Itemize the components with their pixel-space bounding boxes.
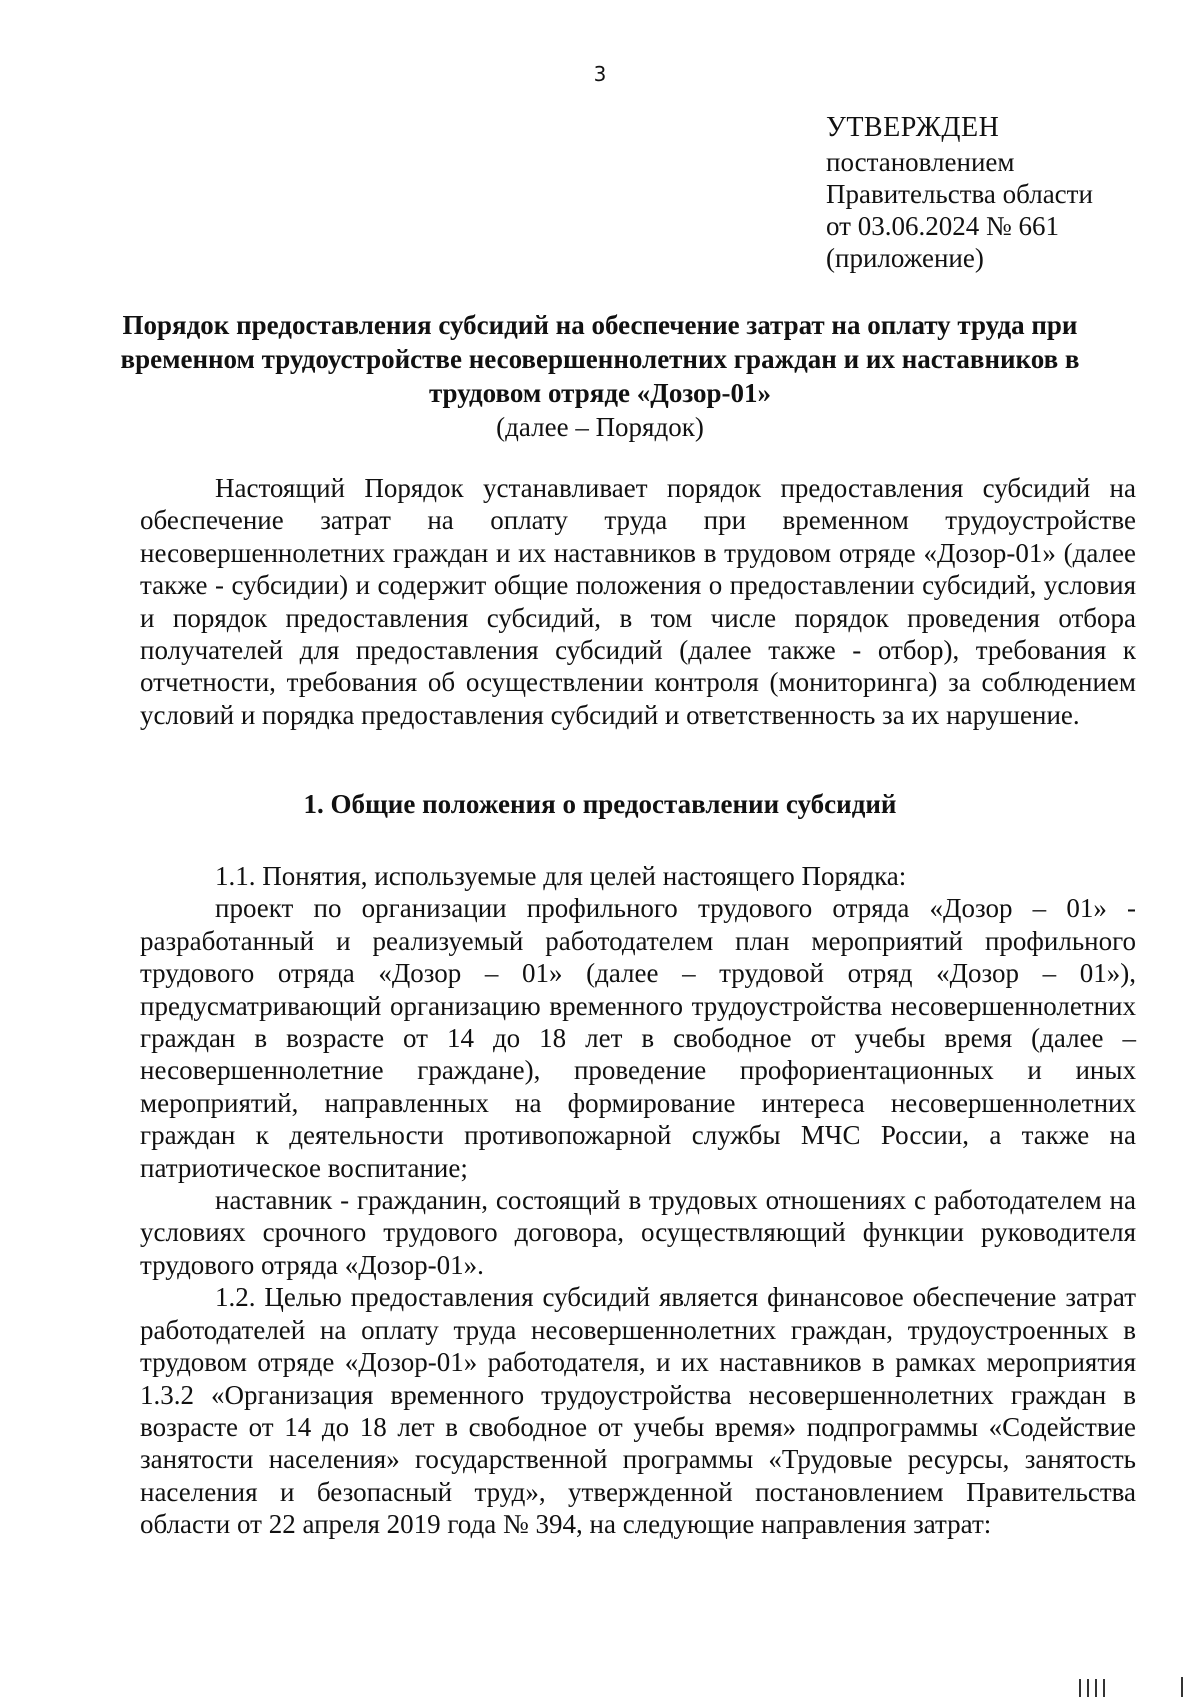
approval-line: (приложение)	[826, 243, 984, 273]
approval-block	[826, 112, 1196, 274]
approval-stamp: УТВЕРЖДЕН	[826, 112, 1000, 143]
approval-line: от 03.06.2024 № 661	[826, 211, 1059, 241]
paragraph: 1.1. Понятия, используемые для целей настоящего Порядка:	[215, 861, 907, 891]
section-body	[140, 860, 1136, 1541]
approval-line: постановлением	[826, 147, 1015, 177]
approval-line: Правительства области	[826, 179, 1093, 209]
page-number: 3	[593, 62, 607, 86]
paragraph: проект по организации профильного трудового отряда «Дозор – 01» - разработанный и реализуемый работодателем план мероприятий профильного трудового отряда «Дозор – 01» (далее – трудовой отряд «Дозор – 01»), предусматривающий организацию временного трудоустройства несовершеннолетних граждан в возрасте от 14 до 18 лет в свободное от учебы время (далее – несовершеннолетние граждане), проведение профориентационных и иных мероприятий, направленных на формирование интереса несовершеннолетних граждан к деятельности противопожарной службы МЧС России, а также на патриотическое воспитание;	[140, 893, 1136, 1183]
intro-paragraph-block	[140, 472, 1136, 731]
document-title-block	[120, 308, 1080, 444]
section-heading: 1. Общие положения о предоставлении субсидий	[303, 789, 897, 819]
document-subtitle: (далее – Порядок)	[496, 412, 704, 442]
paragraph: 1.2. Целью предоставления субсидий является финансовое обеспечение затрат работодателей на оплату труда несовершеннолетних граждан, трудоустроенных в трудовом отряде «Дозор-01» работодателя, и их наставников в рамках мероприятия 1.3.2 «Организация временного трудоустройства несовершеннолетних граждан в возрасте от 14 до 18 лет в свободное от учебы время» подпрограммы «Содействие занятости населения» государственной программы «Трудовые ресурсы, занятость населения и безопасный труд», утвержденной постановлением Правительства области от 22 апреля 2019 года № 394, на следующие направления затрат:	[140, 1282, 1136, 1540]
scan-marks	[1078, 1675, 1188, 1697]
document-title: Порядок предоставления субсидий на обеспечение затрат на оплату труда при временном трудоустройстве несовершеннолетних граждан и их наставников в трудовом отряде «Дозор-01»	[120, 310, 1080, 408]
paragraph: наставник - гражданин, состоящий в трудовых отношениях с работодателем на условиях срочного трудового договора, осуществляющий функции руководителя трудового отряда «Дозор-01».	[140, 1185, 1136, 1280]
intro-paragraph: Настоящий Порядок устанавливает порядок предоставления субсидий на обеспечение затрат на оплату труда при временном трудоустройстве несовершеннолетних граждан и их наставников в трудовом отряде «Дозор-01» (далее также - субсидии) и содержит общие положения о предоставлении субсидий, условия и порядок предоставления субсидий, в том числе порядок проведения отбора получателей для предоставления субсидий (далее также - отбор), требования к отчетности, требования об осуществлении контроля (мониторинга) за соблюдением условий и порядка предоставления субсидий и ответственность за их нарушение.	[140, 473, 1136, 730]
